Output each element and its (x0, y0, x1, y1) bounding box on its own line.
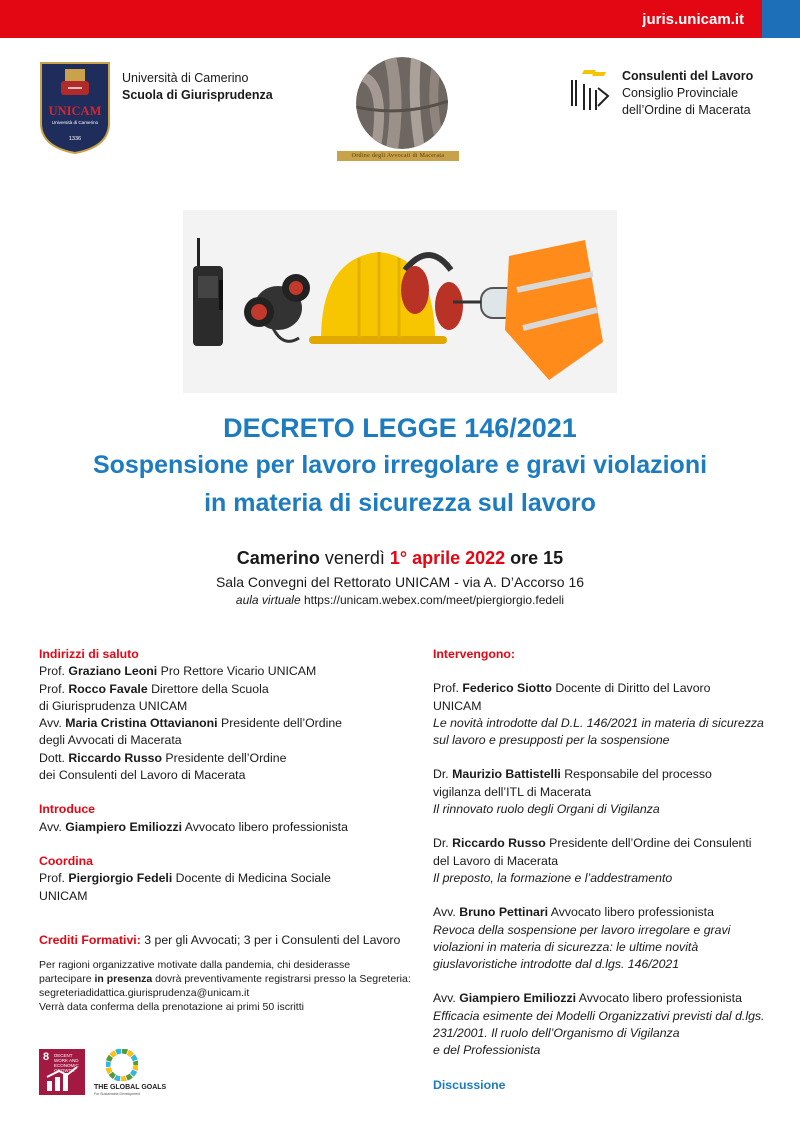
global-goals-wheel-icon (106, 1049, 138, 1081)
shield-year: 1336 (68, 136, 82, 142)
global-goals-sub: For Sustainable Development (94, 1092, 141, 1096)
registration-note: Per ragioni organizzative motivate dalla pandemia, chi desiderasse partecipare in presenza dovrà preventivamente registrarsi presso la Segreteria: segreteriadidattica.giurisprudenza@unicam.it Verrà data conferma della prenotazione ai primi 50 iscritti (39, 959, 414, 1014)
coordina-speaker: Prof. Piergiorgio Fedeli Docente di Medicina Sociale (39, 871, 331, 886)
event-date-line (0, 548, 800, 569)
introduce-heading: Introduce (39, 802, 96, 817)
saluto-4: Dott. Riccardo Russo Presidente dell’Ordine (39, 750, 287, 765)
ordine-avvocati-logo (356, 57, 448, 149)
saluto-2-role: di Giurisprudenza UNICAM (39, 698, 188, 713)
relatore-4: Avv. Bruno Pettinari Avvocato libero professionista (433, 905, 714, 920)
event-date: 1° aprile 2022 (389, 548, 506, 568)
school-line: Scuola di Giurisprudenza (122, 88, 273, 102)
crediti-line: Crediti Formativi: 3 per gli Avvocati; 3 per i Consulenti del Lavoro (39, 932, 401, 947)
saluto-2: Prof. Rocco Favale Direttore della Scuola (39, 681, 269, 696)
registration-email-link[interactable]: segreteriadidattica.giurisprudenza@unicam.it (39, 986, 250, 999)
saluto-1: Prof. Graziano Leoni Pro Rettore Vicario UNICAM (39, 664, 317, 679)
saluto-3-role: degli Avvocati di Macerata (39, 733, 182, 748)
relatore-2-topic: Il rinnovato ruolo degli Organi di Vigilanza (433, 802, 660, 817)
sdg8-logo (39, 1049, 85, 1095)
relatore-5: Avv. Giampiero Emiliozzi Avvocato libero professionista (433, 991, 742, 1006)
global-goals-label: THE GLOBAL GOALS (94, 1084, 167, 1091)
university-line: Università di Camerino (122, 71, 249, 85)
coordina-role: UNICAM (39, 888, 88, 903)
site-url-link[interactable]: juris.unicam.it (642, 11, 744, 28)
ordine-caption: Ordine degli Avvocati di Macerata (337, 151, 459, 161)
event-virtual-line (0, 593, 800, 607)
sdg-number: 8 (43, 1051, 50, 1063)
crediti-heading: Crediti Formativi: (39, 932, 141, 947)
subtitle-line1: Sospensione per lavoro irregolare e gravi violazioni (92, 451, 708, 479)
relatore-5-topic: Efficacia esimente dei Modelli Organizzativi previsti dal d.lgs. (433, 1008, 765, 1023)
event-day: venerdì (319, 548, 390, 568)
virtual-url-link[interactable]: https://unicam.webex.com/meet/piergiorgio.fedeli (300, 593, 565, 607)
subtitle-line2: in materia di sicurezza sul lavoro (204, 489, 596, 517)
university-name-block (122, 70, 273, 104)
global-goals-logo (94, 1049, 167, 1097)
consulenti-name-block (622, 68, 753, 119)
event-city: Camerino (236, 548, 320, 568)
saluto-3: Avv. Maria Cristina Ottavianoni Presidente dell’Ordine (39, 716, 342, 731)
event-time: ore 15 (505, 548, 564, 568)
unicam-shield-logo (39, 61, 111, 155)
relatore-3-topic: Il preposto, la formazione e l’addestramento (433, 870, 673, 885)
sdg-text: DECENT WORK AND ECONOMIC GROWTH (54, 1053, 79, 1073)
right-column: Intervengono: Prof. Federico Siotto Docente di Diritto del Lavoro UNICAM Le novità introdotte dal D.L. 146/2021 in materia di sicurezza sul lavoro e presupposti per la sospensione Dr. Maurizio Battistelli Responsabile del processo vigilanza dell’ITL di Macerata Il rinnovato ruolo degli Organi di Vigilanza Dr. Riccardo Russo Presidente dell’Ordine dei Consulenti del Lavoro di Macerata Il preposto, la formazione e l’addestramento Avv. Bruno Pettinari Avvocato libero professionista Revoca della sospensione per lavoro irregolare e gravi violazioni in materia di sicurezza: le ultime novità giuslavoristiche introdotte dal d.lgs. 146/2021 Avv. Giampiero Emiliozzi Avvocato libero professionista Efficacia esimente dei Modelli Organizzativi previsti dal d.lgs. 231/2001. Il ruolo dell’Organismo di Vigilanza e del Professionista Discussione (433, 646, 773, 1094)
relatore-3: Dr. Riccardo Russo Presidente dell’Ordine dei Consulenti (433, 836, 752, 851)
relatore-4-topic: Revoca della sospensione per lavoro irregolare e gravi (433, 922, 731, 937)
cdl-line2: Consiglio Provinciale (622, 86, 739, 100)
consulenti-lavoro-logo (566, 66, 612, 118)
relatore-1-topic: Le novità introdotte dal D.L. 146/2021 in materia di sicurezza (433, 715, 764, 730)
intervengono-heading: Intervengono: (433, 647, 515, 661)
shield-name: UNICAM (48, 104, 102, 118)
saluto-4-role: dei Consulenti del Lavoro di Macerata (39, 768, 246, 783)
safety-equipment-photo (183, 210, 617, 393)
relatore-1: Prof. Federico Siotto Docente di Diritto del Lavoro (433, 681, 711, 696)
left-column (39, 646, 414, 1014)
discussione-heading: Discussione (433, 1077, 506, 1092)
virtual-label: aula virtuale (235, 593, 301, 607)
shield-subtitle: Università di Camerino (51, 120, 99, 125)
growth-chart-icon (45, 1067, 79, 1091)
cdl-line3: dell’Ordine di Macerata (622, 103, 751, 117)
relatore-2: Dr. Maurizio Battistelli Responsabile del processo (433, 767, 712, 782)
saluti-heading: Indirizzi di saluto (39, 647, 139, 661)
page-title: DECRETO LEGGE 146/2021 (223, 413, 577, 443)
cdl-line1: Consulenti del Lavoro (622, 69, 754, 83)
top-banner-accent (762, 0, 800, 38)
introduce-speaker: Avv. Giampiero Emiliozzi Avvocato libero professionista (39, 819, 348, 834)
coordina-heading: Coordina (39, 853, 93, 868)
event-venue: Sala Convegni del Rettorato UNICAM - via A. D’Accorso 16 (215, 574, 585, 590)
top-banner (0, 0, 800, 38)
